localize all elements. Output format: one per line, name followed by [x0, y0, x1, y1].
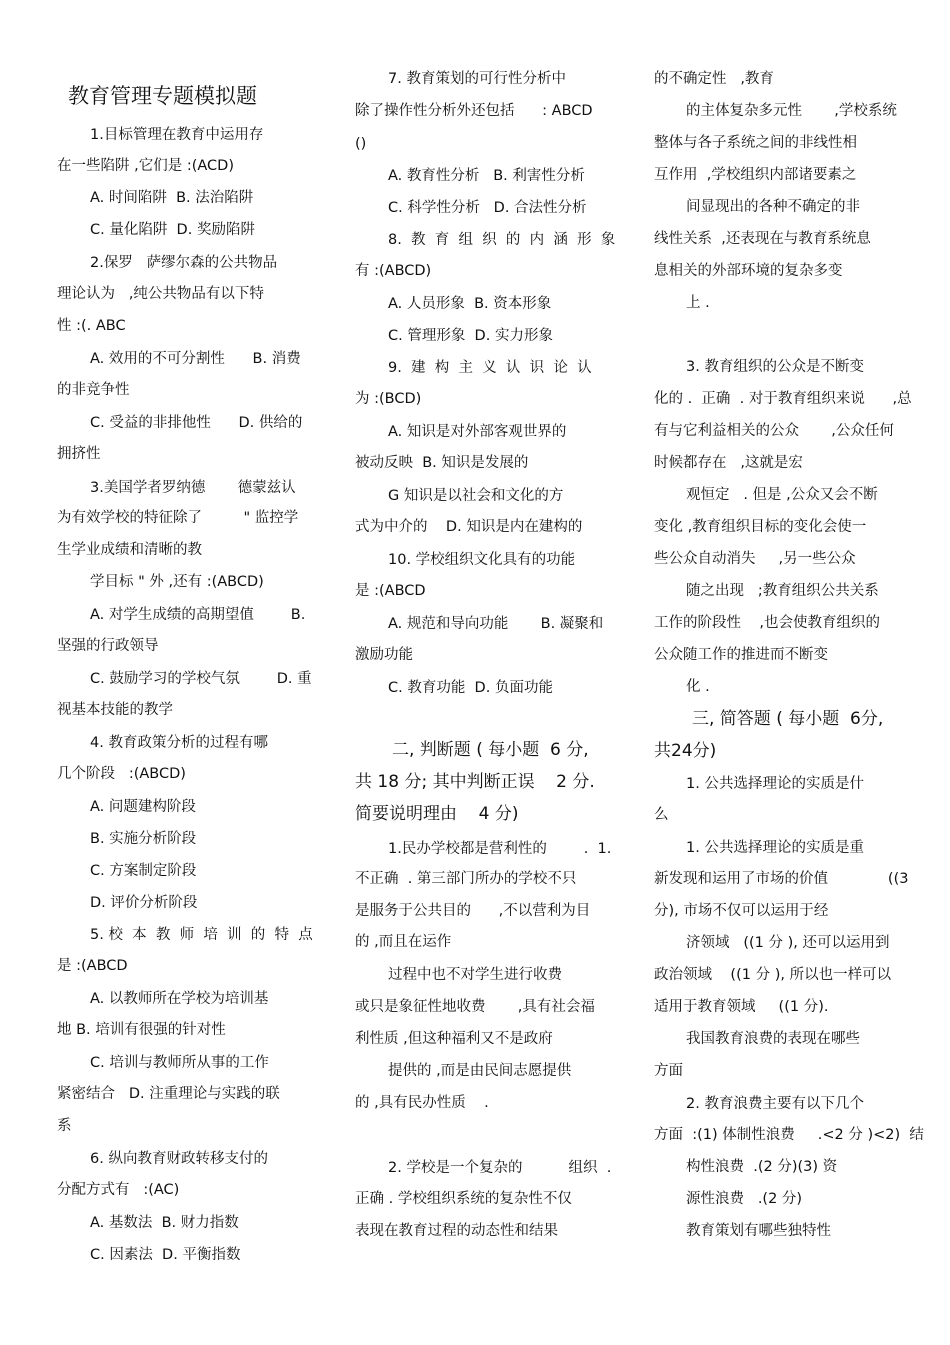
text-line: 7. 教育策划的可行性分析中: [388, 71, 566, 87]
text-line: 方面: [654, 1063, 683, 1079]
text-line: 分), 市场不仅可以运用于经: [654, 903, 829, 919]
text-line: 为 :(BCD): [355, 391, 422, 407]
text-line: 源性浪费 .(2 分): [686, 1191, 803, 1207]
text-line: 地 B. 培训有很强的针对性: [57, 1022, 226, 1038]
text-line: 2. 教育浪费主要有以下几个: [686, 1096, 864, 1112]
text-line: 除了操作性分析外还包括 : ABCD: [355, 103, 593, 119]
text-line: 随之出现 ;教育组织公共关系: [686, 583, 879, 599]
text-line: 10. 学校组织文化具有的功能: [388, 552, 576, 568]
text-line: 上 .: [686, 295, 710, 311]
text-line: 我国教育浪费的表现在哪些: [686, 1031, 860, 1047]
text-line: C. 因素法 D. 平衡指数: [90, 1247, 241, 1263]
text-line: 系: [57, 1118, 72, 1134]
text-line: 观恒定 . 但是 ,公众又会不断: [686, 487, 878, 503]
text-line: 有与它利益相关的公众 ,公众任何: [654, 423, 894, 439]
text-line: 济领域 ((1 分 ), 还可以运用到: [686, 935, 890, 951]
text-line: 线性关系 ,还表现在与教育系统息: [654, 231, 871, 247]
text-line: 2. 学校是一个复杂的 组织 .: [388, 1160, 612, 1176]
section-heading: 共 18 分; 其中判断正误 2 分.: [355, 772, 595, 792]
text-line: D. 评价分析阶段: [90, 895, 198, 911]
text-line: 的非竞争性: [57, 382, 130, 398]
text-line: 构性浪费 .(2 分)(3) 资: [686, 1159, 838, 1175]
text-line: G 知识是以社会和文化的方: [388, 488, 564, 504]
text-line: 3. 教育组织的公众是不断变: [686, 359, 864, 375]
text-line: 教育策划有哪些独特性: [686, 1223, 831, 1239]
text-line: 在一些陷阱 ,它们是 :(ACD): [57, 158, 234, 174]
text-line: 理论认为 ,纯公共物品有以下特: [57, 286, 264, 302]
text-line: 息相关的外部环境的复杂多变: [654, 263, 843, 279]
text-line: C. 培训与教师所从事的工作: [90, 1055, 269, 1071]
text-line: C. 受益的非排他性 D. 供给的: [90, 415, 303, 431]
section-heading: 共24分): [654, 741, 717, 761]
text-line: 9. 建 构 主 义 认 识 论 认: [388, 360, 592, 376]
text-line: A. 规范和导向功能 B. 凝聚和: [388, 616, 604, 632]
text-line: 公众随工作的推进而不断变: [654, 647, 828, 663]
text-line: C. 管理形象 D. 实力形象: [388, 328, 553, 344]
text-line: 提供的 ,而是由民间志愿提供: [388, 1063, 572, 1079]
text-line: 化的 . 正确 . 对于教育组织来说 ,总: [654, 391, 912, 407]
text-line: 或只是象征性地收费 ,具有社会福: [355, 999, 595, 1015]
text-line: C. 量化陷阱 D. 奖励陷阱: [90, 222, 255, 238]
text-line: 1.目标管理在教育中运用存: [90, 127, 264, 143]
text-line: 1.民办学校都是营利性的 . 1.: [388, 841, 612, 857]
text-line: 4. 教育政策分析的过程有哪: [90, 735, 268, 751]
text-line: 有 :(ABCD): [355, 263, 432, 279]
text-line: 方面 :(1) 体制性浪费 .<2 分 )<2) 结: [654, 1127, 924, 1143]
text-line: 么: [654, 807, 669, 823]
text-line: 时候都存在 ,这就是宏: [654, 455, 803, 471]
text-line: 分配方式有 :(AC): [57, 1182, 180, 1198]
text-line: 几个阶段 :(ABCD): [57, 766, 186, 782]
text-line: 拥挤性: [57, 446, 101, 462]
text-line: A. 对学生成绩的高期望值 B.: [90, 607, 306, 623]
text-line: 的 ,而且在运作: [355, 934, 452, 950]
text-line: 1. 公共选择理论的实质是重: [686, 840, 864, 856]
text-line: A. 问题建构阶段: [90, 799, 196, 815]
text-line: 5. 校 本 教 师 培 训 的 特 点: [90, 927, 313, 943]
text-line: C. 鼓励学习的学校气氛 D. 重: [90, 671, 312, 687]
text-line: A. 教育性分析 B. 利害性分析: [388, 168, 585, 184]
text-line: 生学业成绩和清晰的教: [57, 542, 202, 558]
text-line: 表现在教育过程的动态性和结果: [355, 1223, 558, 1239]
text-line: 是 :(ABCD: [355, 583, 426, 599]
text-line: 不正确 . 第三部门所办的学校不只: [355, 871, 577, 887]
text-line: A. 以教师所在学校为培训基: [90, 991, 269, 1007]
text-line: A. 效用的不可分割性 B. 消费: [90, 351, 301, 367]
text-line: 1. 公共选择理论的实质是什: [686, 776, 864, 792]
text-line: 为有效学校的特征除了 " 监控学: [57, 510, 299, 526]
text-line: 是服务于公共目的 ,不以营利为目: [355, 903, 591, 919]
text-line: 新发现和运用了市场的价值 ((3: [654, 871, 909, 887]
text-line: 政治领域 ((1 分 ), 所以也一样可以: [654, 967, 892, 983]
text-line: 过程中也不对学生进行收费: [388, 967, 562, 983]
text-line: C. 科学性分析 D. 合法性分析: [388, 200, 587, 216]
text-line: A. 时间陷阱 B. 法治陷阱: [90, 190, 254, 206]
text-line: 互作用 ,学校组织内部诸要素之: [654, 167, 857, 183]
text-line: 变化 ,教育组织目标的变化会使一: [654, 519, 867, 535]
text-line: 的主体复杂多元性 ,学校系统: [686, 103, 897, 119]
text-line: 8. 教 育 组 织 的 内 涵 形 象: [388, 232, 616, 248]
text-line: 的 ,具有民办性质 .: [355, 1095, 489, 1111]
text-line: 式为中介的 D. 知识是内在建构的: [355, 519, 583, 535]
section-heading: 二, 判断题 ( 每小题 6 分,: [392, 740, 589, 760]
text-line: 性 :(. ABC: [57, 318, 126, 334]
text-line: B. 实施分析阶段: [90, 831, 197, 847]
text-line: C. 教育功能 D. 负面功能: [388, 680, 553, 696]
text-line: 工作的阶段性 ,也会使教育组织的: [654, 615, 881, 631]
text-line: 利性质 ,但这种福利又不是政府: [355, 1031, 553, 1047]
text-line: 适用于教育领域 ((1 分).: [654, 999, 829, 1015]
section-heading: 简要说明理由 4 分): [355, 804, 519, 824]
text-line: 些公众自动消失 ,另一些公众: [654, 551, 856, 567]
text-line: 的不确定性 ,教育: [654, 71, 774, 87]
text-line: A. 基数法 B. 财力指数: [90, 1215, 239, 1231]
text-line: 2.保罗 萨缪尔森的公共物品: [90, 255, 278, 271]
text-line: (): [355, 136, 367, 152]
text-line: 激励功能: [355, 647, 413, 663]
text-line: A. 人员形象 B. 资本形象: [388, 296, 552, 312]
text-line: 正确 . 学校组织系统的复杂性不仅: [355, 1191, 572, 1207]
text-line: 整体与各子系统之间的非线性相: [654, 135, 857, 151]
page-title: 教育管理专题模拟题: [68, 84, 257, 108]
text-line: 是 :(ABCD: [57, 958, 128, 974]
text-line: 坚强的行政领导: [57, 638, 159, 654]
text-line: A. 知识是对外部客观世界的: [388, 424, 567, 440]
text-line: 学目标 " 外 ,还有 :(ABCD): [90, 574, 264, 590]
text-line: 6. 纵向教育财政转移支付的: [90, 1151, 268, 1167]
text-line: 化 .: [686, 679, 710, 695]
text-line: 视基本技能的教学: [57, 702, 173, 718]
section-heading: 三, 简答题 ( 每小题 6分,: [692, 709, 884, 729]
text-line: C. 方案制定阶段: [90, 863, 197, 879]
text-line: 被动反映 B. 知识是发展的: [355, 455, 529, 471]
text-line: 紧密结合 D. 注重理论与实践的联: [57, 1086, 280, 1102]
text-line: 3.美国学者罗纳德 德蒙兹认: [90, 480, 296, 496]
text-line: 间显现出的各种不确定的非: [686, 199, 860, 215]
